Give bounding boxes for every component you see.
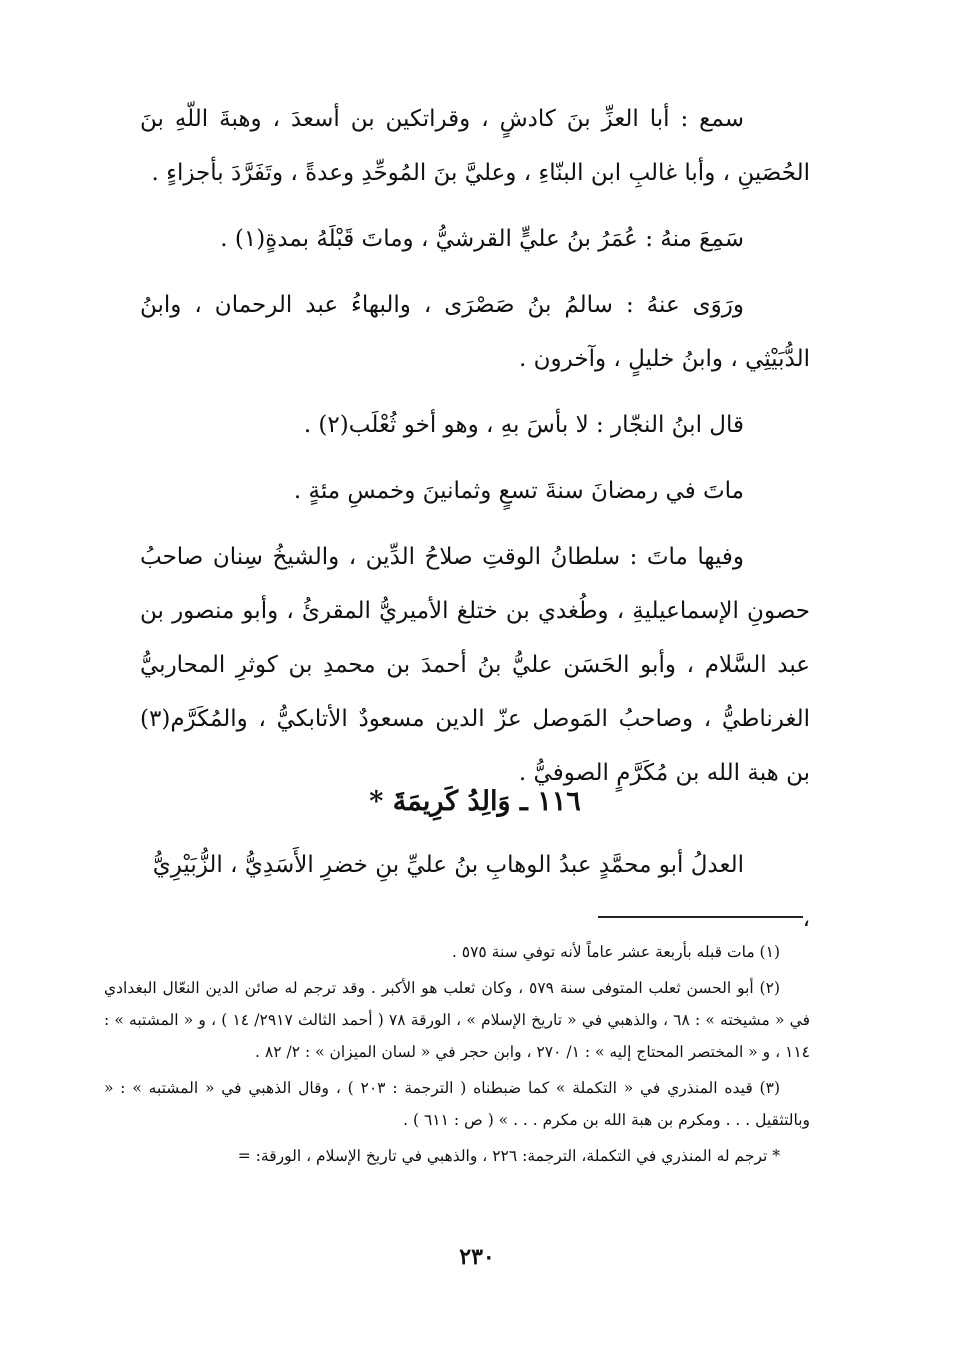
footnote-star: * ترجم له المنذري في التكملة، الترجمة: ٢٢٦ ، والذهبي في تاريخ الإسلام ، الورقة: = [237,1147,780,1165]
paragraph-ibn-najjar: قال ابنُ النجّار : لا بأسَ بهِ ، وهو أخو ثُعْلَب(٢) . [303,412,744,438]
paragraph-narrated-by: ورَوَى عنهُ : سالمُ بنُ صَصْرَى ، والبهاءُ عبد الرحمان ، وابنُ الدُّبَيْثِي ، وابنُ خليلٍ ، وآخرون . [140,292,810,372]
main-text [140,92,810,812]
paragraph-death: ماتَ في رمضانَ سنةَ تسعٍ وثمانينَ وخمسِ مئةٍ . [293,478,744,504]
entry-intro: العدلُ أبو محمَّدٍ عبدُ الوهابِ بنُ عليِّ بنِ خضرِ الأَسَدِيُّ ، الزُّبَيْرِيُّ ، [152,852,810,932]
footnote-3: (٣) قيده المنذري في « التكملة » كما ضبطناه ( الترجمة : ٢٠٣ ) ، وقال الذهبي في « المشتبه » : « وبالتثقيل . . . ومكرم بن هبة الله بن مكرم . . . » ( ص : ٦١١ ) . [104,1079,810,1129]
page-number: ٢٣٠ [459,1244,495,1270]
footnote-divider [598,916,803,918]
entry-heading: ١١٦ ـ وَالِدُ كَرِيمَةَ * [369,786,581,817]
footnote-2: (٢) أبو الحسن ثعلب المتوفى سنة ٥٧٩ ، وكان ثعلب هو الأكبر . وقد ترجم له صائن الدين النعّال البغدادي في « مشيخته » : ٦٨ ، والذهبي في « تاريخ الإسلام » ، الورقة ٧٨ ( أحمد الثالث ٢٩١٧/ ١٤ ) ، و « المشتبه » : ١١٤ ، و « المختصر المحتاج إليه » : ١/ ٢٧٠ ، وابن حجر في « لسان الميزان » : ٢/ ٨٢ . [104,979,810,1061]
paragraph-also-died: وفيها ماتَ : سلطانُ الوقتِ صلاحُ الدِّين ، والشيخُ سِنان صاحبُ حصونِ الإسماعيليةِ ، وطُغدي بن ختلغ الأميريُّ المقرئُ ، وأبو منصور بن عبد السَّلام ، وأبو الحَسَن عليُّ بنُ أحمدَ بن محمدِ بن كوثرِ المحاربيُّ الغرناطيُّ ، وصاحبُ المَوصل عزّ الدين مسعودٌ الأتابكيُّ ، والمُكَرَّم(٣) بن هبة الله بن مُكَرَّمٍ الصوفيُّ . [140,544,810,786]
footnote-1: (١) مات قبله بأربعة عشر عاماً لأنه توفي سنة ٥٧٥ . [451,943,780,961]
paragraph-heard-from: سمع : أبا العزِّ بنَ كادشٍ ، وقراتكين بن أسعدَ ، وهبةَ اللّهِ بنَ الحُصَينِ ، وأبا غالبِ ابن البنّاءِ ، وعليَّ بنَ المُوحِّدِ وعدةً ، وتَفَرَّدَ بأجزاءٍ . [140,106,810,186]
paragraph-heard-by: سَمِعَ منهُ : عُمَرُ بنُ عليٍّ القرشيُّ ، وماتَ قَبْلَهُ بمدةٍ(١) . [220,226,744,252]
footnotes [104,936,810,1176]
